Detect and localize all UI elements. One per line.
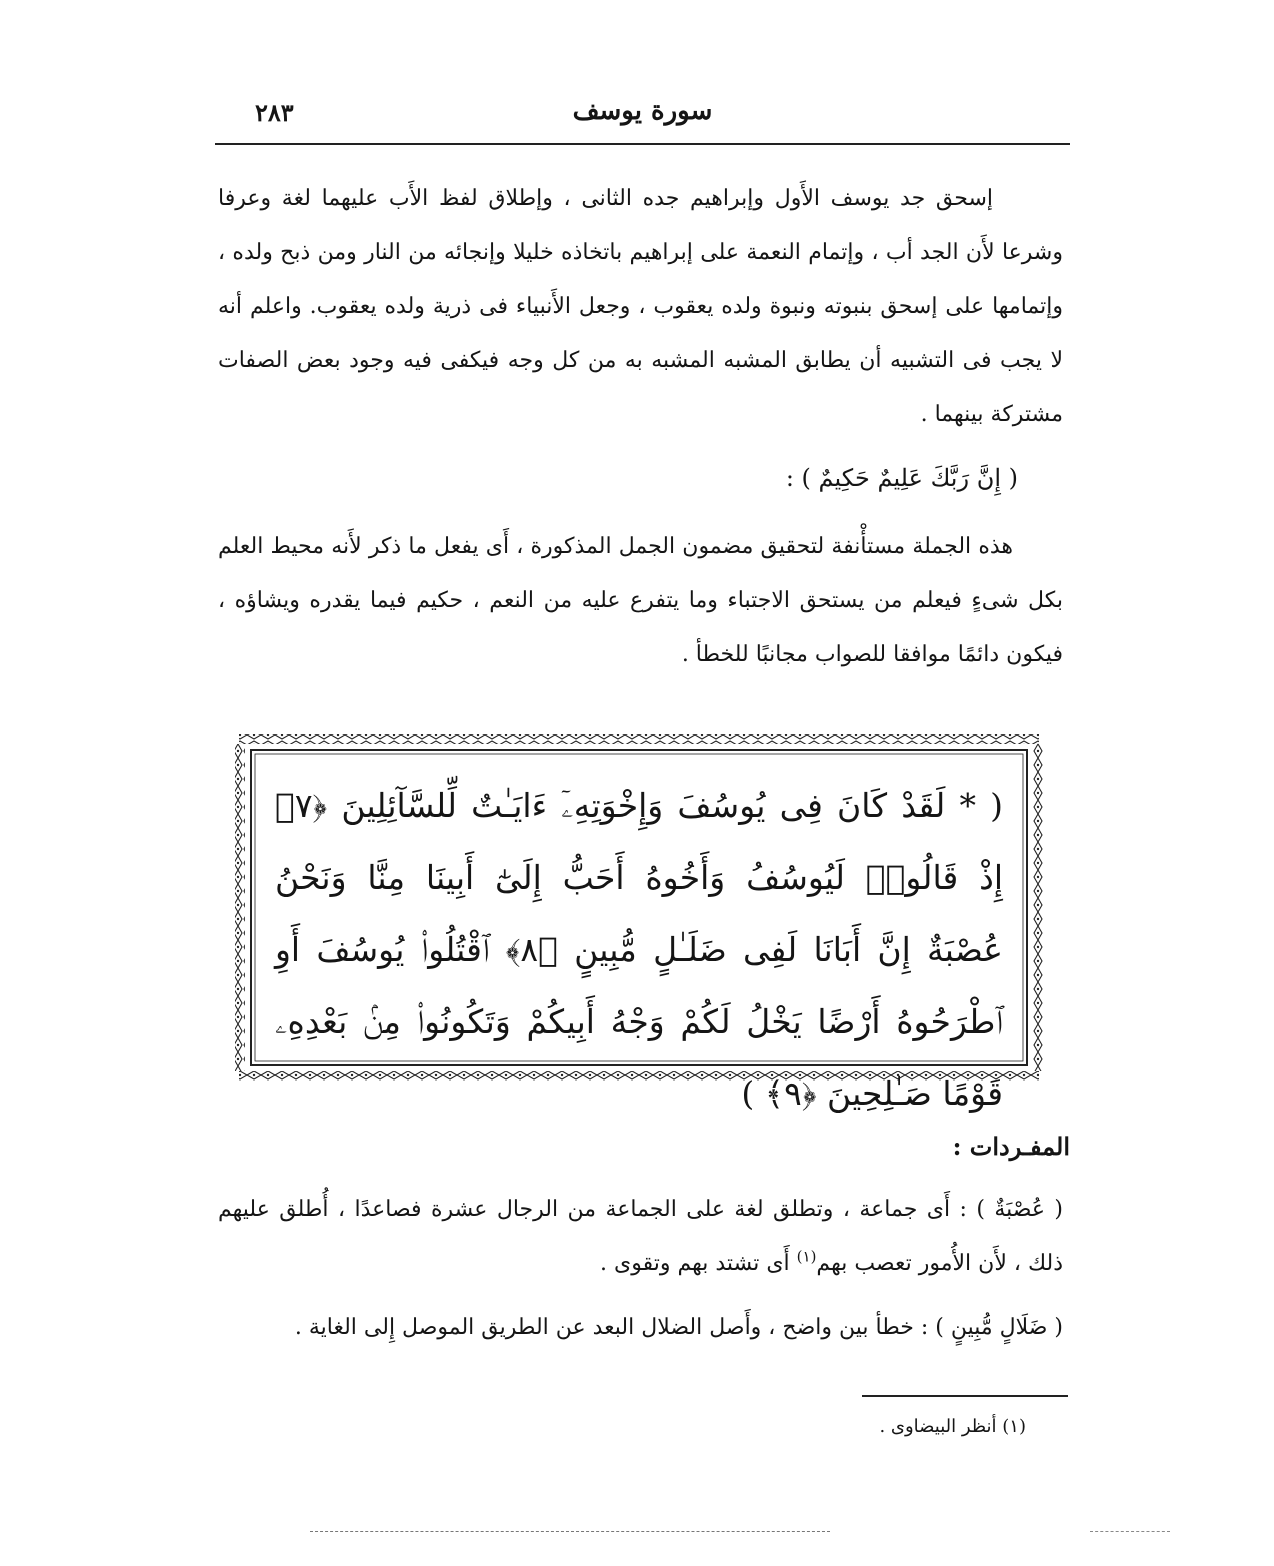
vocabulary-entry [218,1183,1063,1291]
footnote-rule [862,1395,1068,1397]
vocabulary-heading: المفـردات : [952,1132,1070,1161]
quran-verses: ( * لَقَدْ كَانَ فِى يُوسُفَ وَإِخْوَتِهِۦٓ ءَايَـٰتٌ لِّلسَّآئِلِينَ ﴿٧﴾ إِذْ قَالُوا۟ لَيُوسُفُ وَأَخُوهُ أَحَبُّ إِلَىٰٓ أَبِينَا مِنَّا وَنَحْنُ عُصْبَةٌ إِنَّ أَبَانَا لَفِى ضَلَـٰلٍ مُّبِينٍ ﴿٨﴾ ٱقْتُلُوا۟ يُوسُفَ أَوِ ٱطْرَحُوهُ أَرْضًا يَخْلُ لَكُمْ وَجْهُ أَبِيكُمْ وَتَكُونُوا۟ مِنۢ بَعْدِهِۦ قَوْمًا صَـٰلِحِينَ ﴿٩﴾ ) [275,786,1003,1113]
running-title: سورة يوسف [572,96,713,126]
quran-verse-box [233,730,1045,1113]
scan-artifact-line [1090,1531,1170,1532]
footnote: (١) أنظر البيضاوى . [879,1416,1026,1437]
page-header [215,96,1070,136]
verse-heading: ( إِنَّ رَبَّكَ عَلِيمٌ حَكِيمٌ ) : [785,464,1018,492]
commentary-paragraph-2 [218,520,1063,682]
vocabulary-section [218,1183,1063,1365]
entry-text: أَى تشتد بهم وتقوى . [600,1251,797,1276]
header-rule [215,143,1070,145]
footnote-reference: (١) [796,1247,817,1266]
entry-text: ( عُصْبَةٌ ) : أَى جماعة ، وتطلق لغة على الجماعة من الرجال عشرة فصاعدًا ، أُطلق عليهم ذلك ، لأَن الأُمور تعصب بهم [218,1197,1063,1276]
commentary-paragraph-1 [218,172,1063,442]
paragraph-text: هذه الجملة مستأْنفة لتحقيق مضمون الجمل المذكورة ، أَى يفعل ما ذكر لأَنه محيط العلم بكل شىءٍ فيعلم من يستحق الاجتباء وما يتفرع عليه من النعم ، حكيم فيما يقدره ويشاؤه ، فيكون دائمًا موافقا للصواب مجانبًا للخطأ . [218,534,1063,667]
paragraph-text: إسحق جد يوسف الأَول وإبراهيم جده الثانى ، وإطلاق لفظ الأَب عليهما لغة وعرفا وشرعا لأَن الجد أب ، وإتمام النعمة على إبراهيم باتخاذه خليلا وإنجائه من النار ومن ذبح ولده ، وإتمامها على إسحق بنبوته ونبوة ولده يعقوب ، وجعل الأَنبياء فى ذرية ولده يعقوب. واعلم أنه لا يجب فى التشبيه أن يطابق المشبه المشبه به من كل وجه فيكفى فيه وجود بعض الصفات مشتركة بينهما . [218,186,1063,427]
page-number: ٢٨٣ [255,98,294,127]
scan-artifact-line [310,1531,830,1532]
vocabulary-entry: ( ضَلَالٍ مُّبِينٍ ) : خطأ بين واضح ، وأَصل الضلال البعد عن الطريق الموصل إِلى الغاية . [294,1315,1063,1340]
